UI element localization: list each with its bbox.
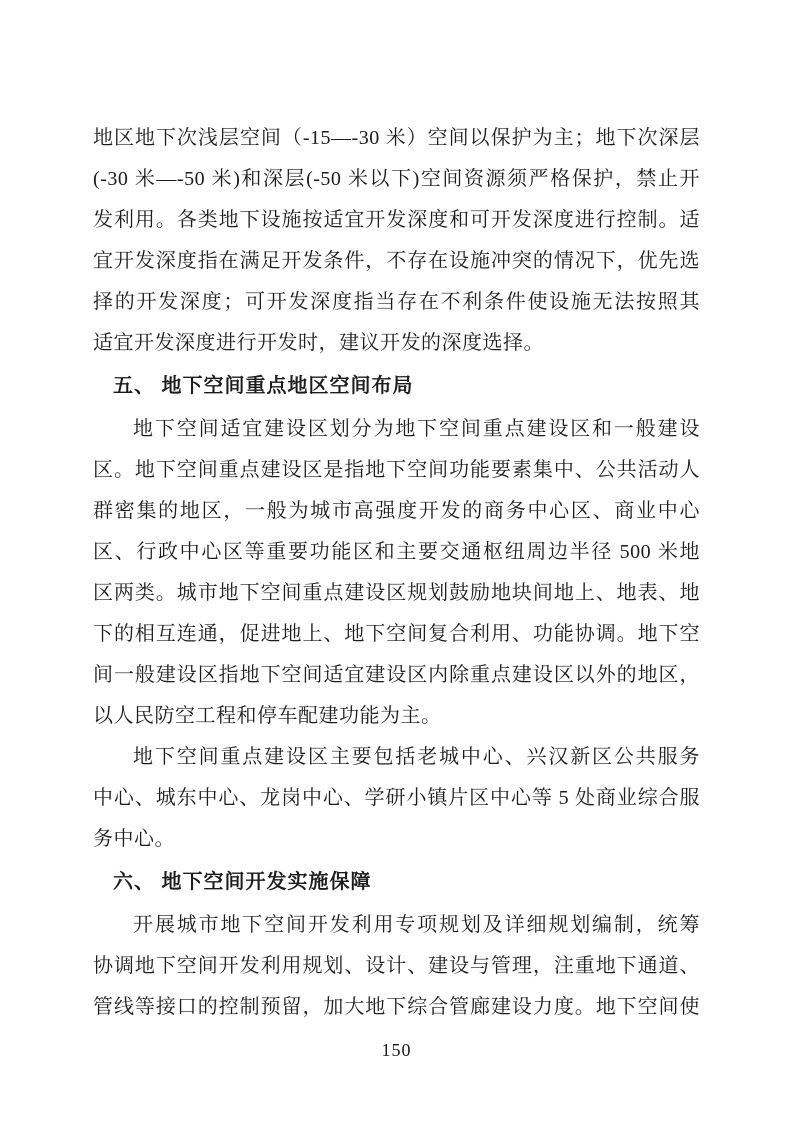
text-line: 区两类。城市地下空间重点建设区规划鼓励地块间地上、地表、地 [93,582,700,604]
paragraph [93,905,700,1028]
text-line: 务中心。 [93,828,175,850]
text-line: 地下空间重点建设区主要包括老城中心、兴汉新区公共服务 [133,746,700,768]
page-number: 150 [381,1040,412,1060]
text-line: 间一般建设区指地下空间适宜建设区内除重点建设区以外的地区， [93,664,700,686]
text-line: 地区地下次浅层空间（-15—-30 米）空间以保护为主；地下次深层 [93,127,700,149]
paragraph [93,118,700,364]
text-line: 以人民防空工程和停车配建功能为主。 [93,705,442,727]
text-line: 宜开发深度指在满足开发条件，不存在设施冲突的情况下，优先选 [93,250,700,272]
paragraph [93,737,700,860]
text-line: 区。地下空间重点建设区是指地下空间功能要素集中、公共活动人 [93,459,700,481]
section-heading: 五、 地下空间重点地区空间布局 [113,375,414,397]
document-body-text [93,118,700,1028]
text-line: 下的相互连通，促进地上、地下空间复合利用、功能协调。地下空 [93,623,700,645]
text-line: 管线等接口的控制预留，加大地下综合管廊建设力度。地下空间使 [93,996,700,1018]
paragraph [93,409,700,737]
text-line: 群密集的地区，一般为城市高强度开发的商务中心区、商业中心 [93,500,700,522]
text-line: (-30 米—-50 米)和深层(-50 米以下)空间资源须严格保护，禁止开 [93,168,700,190]
text-line: 区、行政中心区等重要功能区和主要交通枢纽周边半径 500 米地 [93,541,700,563]
text-line: 适宜开发深度进行开发时，建议开发的深度选择。 [93,332,544,354]
section-heading: 六、 地下空间开发实施保障 [113,871,372,893]
text-line: 发利用。各类地下设施按适宜开发深度和可开发深度进行控制。适 [93,209,700,231]
text-line: 开展城市地下空间开发利用专项规划及详细规划编制，统筹 [133,914,700,936]
text-line: 择的开发深度；可开发深度指当存在不利条件使设施无法按照其 [93,291,700,313]
text-line: 中心、城东中心、龙岗中心、学研小镇片区中心等 5 处商业综合服 [93,787,700,809]
text-line: 协调地下空间开发利用规划、设计、建设与管理，注重地下通道、 [93,955,700,977]
text-line: 地下空间适宜建设区划分为地下空间重点建设区和一般建设 [133,418,700,440]
